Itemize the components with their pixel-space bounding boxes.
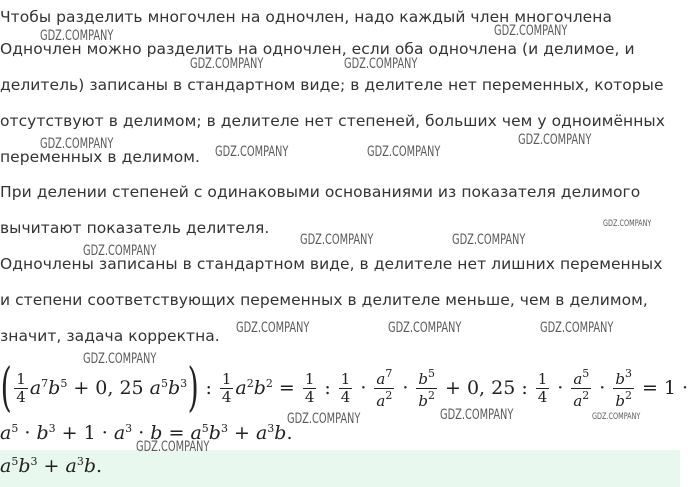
watermark: GDZ.COMPANY: [190, 56, 264, 72]
watermark: GDZ.COMPANY: [300, 232, 374, 248]
text-line-3: делитель) записаны в стандартном виде; в делителе нет переменных, которые: [0, 76, 664, 94]
right-paren: ): [187, 358, 199, 418]
watermark: GDZ.COMPANY: [540, 320, 614, 336]
watermark: GDZ.COMPANY: [83, 351, 157, 367]
text-line-1: Чтобы разделить многочлен на одночлен, надо каждый член многочлена: [0, 8, 612, 26]
watermark: GDZ.COMPANY: [518, 132, 592, 148]
text-line-6: При делении степеней с одинаковыми основаниями из показателя делимого: [0, 183, 641, 201]
watermark: GDZ.COMPANY: [287, 411, 361, 427]
watermark: GDZ.COMPANY: [367, 144, 441, 160]
watermark: GDZ.COMPANY: [40, 28, 114, 44]
text-line-5: переменных в делимом.: [0, 148, 201, 166]
math-line-2: $a^5 \cdot b^3 + 1 \cdot a^3 \cdot b = a^5b^3 + a^3b$.: [0, 422, 293, 444]
text-line-7: вычитают показатель делителя.: [0, 219, 270, 237]
text-line-10: значит, задача корректна.: [0, 327, 220, 345]
watermark: GDZ.COMPANY: [83, 243, 157, 259]
final-answer: $a^5b^3 + a^3b$.: [0, 455, 103, 477]
watermark: GDZ.COMPANY: [236, 320, 310, 336]
watermark: GDZ.COMPANY: [388, 320, 462, 336]
math-line-1: ( $\frac{1}{4}$ $a^7b^5$ + 0, 25 $a^5b^3$ ) : $\frac{1}{4}$ $a^2b^2$ = $\frac{1}{4}$ : $\frac{1}{4}$ · $\frac{a^7}{a^2}$ · $\frac{b^5}{b^2}$ + 0, 25 : $\frac{1}{4}$ · $\frac{a^5}{a^2}$ · $\frac{b^3}{b^2}$ = 1 ·: [0, 358, 688, 418]
left-paren: (: [0, 358, 12, 418]
text-line-2: Одночлен можно разделить на одночлен, если оба одночлена (и делимое, и: [0, 40, 635, 58]
watermark: GDZ.COMPANY: [603, 219, 652, 229]
watermark: GDZ.COMPANY: [440, 407, 514, 423]
text-line-9: и степени соответствующих переменных в делителе меньше, чем в делимом,: [0, 291, 648, 309]
plus-coefficient: + 0, 25: [73, 377, 144, 399]
text-line-8: Одночлены записаны в стандартном виде, в делителе нет лишних переменных: [0, 255, 663, 273]
text-line-4: отсутствуют в делимом; в делителе нет степеней, больших чем у одноимённых: [0, 112, 665, 130]
watermark: GDZ.COMPANY: [40, 136, 114, 152]
watermark: GDZ.COMPANY: [592, 412, 641, 422]
watermark: GDZ.COMPANY: [215, 144, 289, 160]
watermark: GDZ.COMPANY: [494, 23, 568, 39]
watermark: GDZ.COMPANY: [136, 439, 210, 455]
fraction-one-fourth: $\frac{1}{4}$: [16, 369, 26, 406]
watermark: GDZ.COMPANY: [452, 232, 526, 248]
watermark: GDZ.COMPANY: [344, 56, 418, 72]
